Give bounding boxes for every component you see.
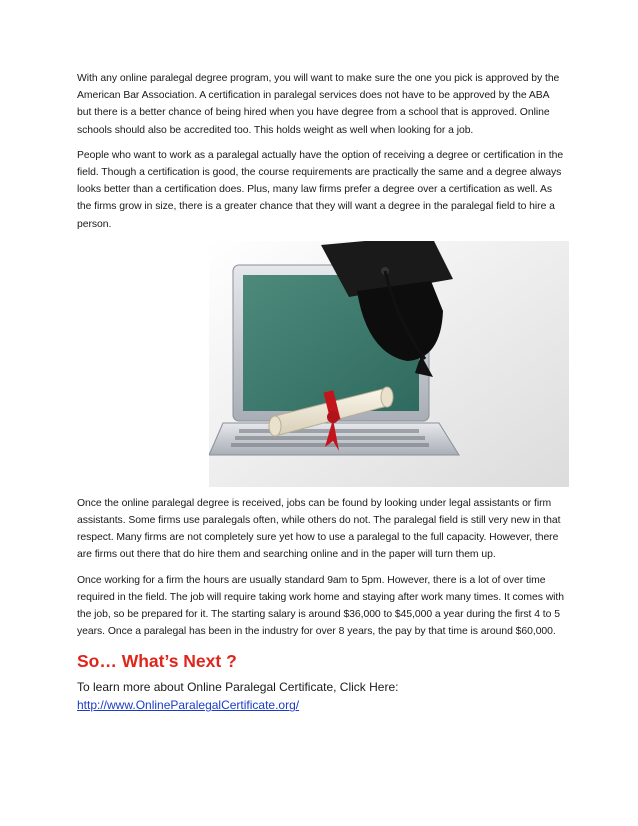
paragraph-aba: With any online paralegal degree program, you will want to make sure the one you pick is approved by the American Bar Association. A certification in paralegal services does not have to be approved by the ABA but there is a better chance of being hired when you have degree from a school that is approved. Online schools should also be accredited too. This holds weight as well when looking for a job. <box>77 73 560 136</box>
paragraph-degree-vs-certification: People who want to work as a paralegal actually have the option of receiving a degree or certification in the field. Though a certification is good, the course requirements are practically the same and a degree always looks better than a certification does. Plus, many law firms prefer a degree over a certification as well. As the firms grow in size, there is a greater chance that they will want a degree in the paralegal field to hire a person. <box>77 149 564 230</box>
paragraph-salary: Once working for a firm the hours are usually standard 9am to 5pm. However, there is a lot of over time required in the field. The job will require taking work home and staying after work many times. It comes with the job, so be prepared for it. The starting salary is around $36,000 to $45,000 a year during the first 4 to 5 years. Once a paralegal has been in the industry for over 8 years, the pay by that time is around $60,000. <box>77 574 564 638</box>
certificate-link[interactable]: http://www.OnlineParalegalCertificate.org/ <box>77 698 300 713</box>
paragraph-jobs: Once the online paralegal degree is received, jobs can be found by looking under legal assistants or firm assistants. Some firms use paralegals often, while others do not. The paralegal field is still very new in that respect. Many firms are not completely sure yet how to use a paralegal to the full capacity. However, there are firms out there that do hire them and searching online and in the paper will turn them up. <box>77 497 561 561</box>
laptop-graduation-illustration <box>209 241 569 487</box>
laptop-graduation-image <box>209 241 569 487</box>
section-heading: So… What’s Next ? <box>77 651 237 672</box>
cta-text: To learn more about Online Paralegal Certificate, Click Here: <box>77 680 399 695</box>
document-page <box>77 70 564 714</box>
